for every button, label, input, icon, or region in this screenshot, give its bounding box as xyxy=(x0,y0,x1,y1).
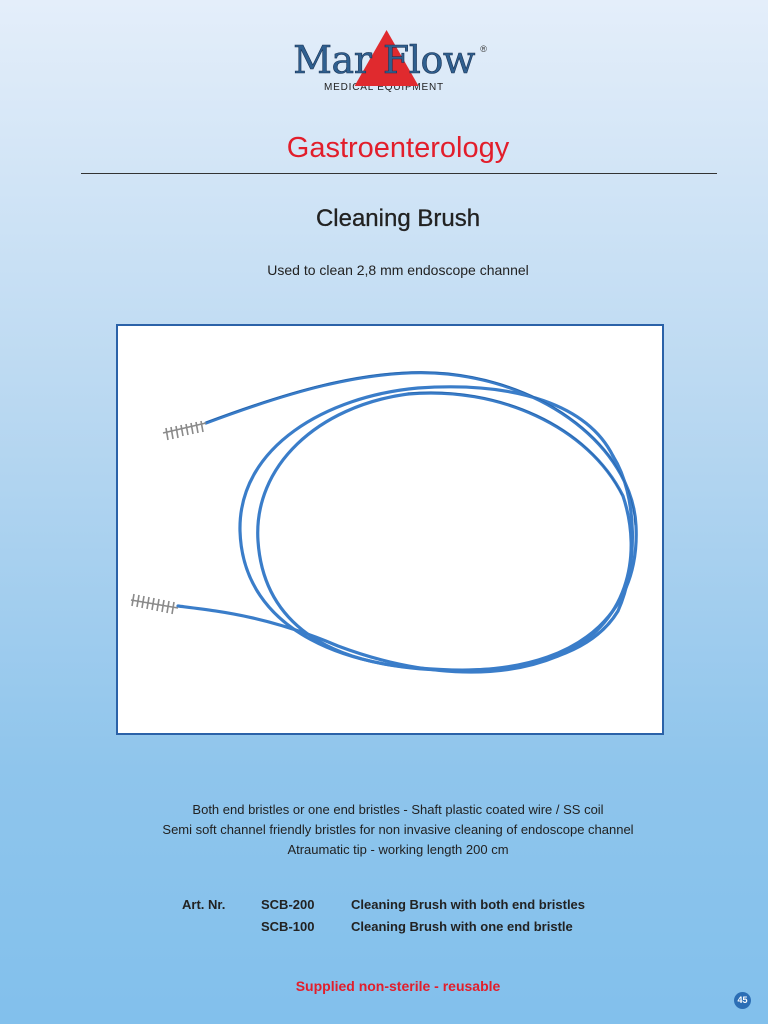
brand-logo xyxy=(0,30,768,93)
divider xyxy=(81,173,717,174)
article-row xyxy=(0,897,768,919)
bristle-tip-top xyxy=(163,421,206,440)
feature-line: Atraumatic tip - working length 200 cm xyxy=(287,842,509,857)
product-title: Cleaning Brush xyxy=(315,205,481,232)
registered-mark: ® xyxy=(480,44,487,54)
supply-note: Supplied non-sterile - reusable xyxy=(295,978,501,994)
article-description: Cleaning Brush with both end bristles xyxy=(351,897,586,912)
article-code: SCB-200 xyxy=(261,897,315,912)
section-title: Gastroenterology xyxy=(286,132,510,164)
article-code: SCB-100 xyxy=(261,919,315,934)
brand-subtitle: MEDICAL EQUIPMENT xyxy=(324,82,444,93)
feature-line: Both end bristles or one end bristles - Shaft plastic coated wire / SS coil xyxy=(192,802,604,817)
product-subtitle: Used to clean 2,8 mm endoscope channel xyxy=(267,262,529,278)
brand-name: Mar Flow xyxy=(293,38,475,82)
page-number-badge: 45 xyxy=(734,992,751,1009)
article-description: Cleaning Brush with one end bristle xyxy=(351,919,573,934)
article-label: Art. Nr. xyxy=(182,897,226,912)
article-table xyxy=(0,897,768,941)
feature-line: Semi soft channel friendly bristles for non invasive cleaning of endoscope channel xyxy=(162,822,634,837)
article-row xyxy=(0,919,768,941)
bristle-tip-bottom xyxy=(131,594,178,614)
product-photo xyxy=(116,324,664,735)
logo-mark xyxy=(293,30,487,86)
feature-list xyxy=(0,800,768,860)
cleaning-brush-illustration xyxy=(118,326,662,733)
